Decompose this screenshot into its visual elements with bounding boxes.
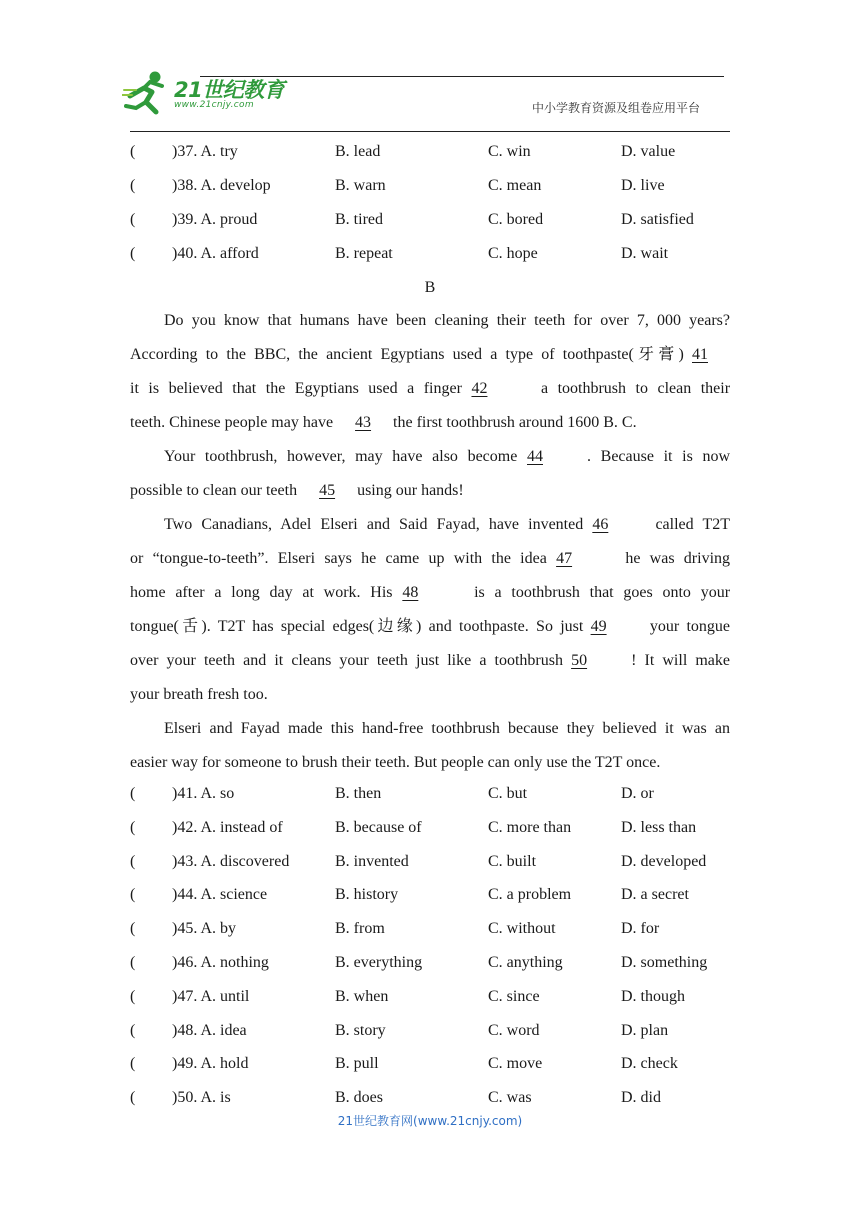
option-d[interactable]: D. less than	[621, 819, 697, 836]
header-rule-bottom	[130, 131, 730, 132]
option-b[interactable]: B. story	[335, 1022, 386, 1039]
question-number: 40	[177, 245, 194, 262]
passage-line	[130, 581, 730, 605]
passage-line: easier way for someone to brush their teeth. But people can only use the T2T once.	[130, 754, 661, 771]
option-a[interactable]: )39. A. proud	[172, 211, 258, 228]
option-a[interactable]: )45. A. by	[172, 920, 237, 937]
answer-bracket-open[interactable]: (	[130, 1055, 136, 1072]
passage-line	[130, 445, 730, 469]
option-a[interactable]: )37. A. try	[172, 143, 238, 160]
blank-47[interactable]: 47	[556, 550, 573, 567]
passage-line	[130, 411, 730, 435]
option-a[interactable]: )49. A. hold	[172, 1055, 249, 1072]
option-a-text: A. nothing	[200, 954, 269, 971]
option-b[interactable]: B. tired	[335, 211, 383, 228]
question-row	[130, 985, 730, 1009]
option-b[interactable]: B. when	[335, 988, 389, 1005]
passage-text: your tongue	[649, 618, 730, 635]
option-a-text: A. afford	[200, 245, 259, 262]
question-number: 47	[177, 988, 194, 1005]
blank-42[interactable]: 42	[471, 380, 488, 397]
option-d[interactable]: D. though	[621, 988, 685, 1005]
option-c[interactable]: C. word	[488, 1022, 540, 1039]
passage-line	[130, 343, 730, 367]
option-a-text: A. discovered	[200, 853, 290, 870]
answer-bracket-open[interactable]: (	[130, 954, 136, 971]
option-a-text: A. instead of	[200, 819, 283, 836]
option-d[interactable]: D. something	[621, 954, 708, 971]
option-b[interactable]: B. does	[335, 1089, 383, 1106]
blank-41[interactable]: 41	[692, 346, 708, 363]
option-b[interactable]: B. warn	[335, 177, 386, 194]
question-number: 46	[177, 954, 194, 971]
option-d[interactable]: D. wait	[621, 245, 669, 262]
passage-text: tongue(舌). T2T has special edges(边缘) and toothpaste. So just	[130, 618, 584, 635]
option-b[interactable]: B. pull	[335, 1055, 379, 1072]
passage-line	[130, 547, 730, 571]
question-row	[130, 242, 730, 266]
option-d[interactable]: D. plan	[621, 1022, 669, 1039]
question-row	[130, 174, 730, 198]
question-row	[130, 883, 730, 907]
passage-text: using our hands!	[357, 482, 464, 499]
question-row	[130, 850, 730, 874]
page-footer: 21世纪教育网(www.21cnjy.com)	[337, 1114, 523, 1128]
passage-text: or “tongue-to-teeth”. Elseri says he came up with the idea	[130, 550, 547, 567]
blank-44[interactable]: 44	[527, 448, 543, 465]
passage-line	[130, 649, 730, 673]
answer-bracket-open[interactable]: (	[130, 177, 136, 194]
question-number: 42	[177, 819, 194, 836]
answer-bracket-open[interactable]: (	[130, 1022, 136, 1039]
passage-text: Two Canadians, Adel Elseri and Said Fayad, have invented	[164, 516, 584, 533]
option-c[interactable]: C. more than	[488, 819, 572, 836]
passage-text: it is believed that the Egyptians used a finger	[130, 380, 462, 397]
option-c[interactable]: C. bored	[488, 211, 544, 228]
option-a-text: A. is	[200, 1089, 231, 1106]
option-a[interactable]: )47. A. until	[172, 988, 250, 1005]
question-number: 50	[177, 1089, 194, 1106]
option-b[interactable]: B. history	[335, 886, 399, 903]
section-heading: B	[424, 279, 436, 296]
passage-text: teeth. Chinese people may have	[130, 414, 334, 431]
option-d[interactable]: D. did	[621, 1089, 661, 1106]
blank-48[interactable]: 48	[402, 584, 419, 601]
option-a[interactable]: )40. A. afford	[172, 245, 259, 262]
passage-text: the first toothbrush around 1600 B. C.	[393, 414, 637, 431]
option-b[interactable]: B. invented	[335, 853, 409, 870]
question-row	[130, 1052, 730, 1076]
option-c[interactable]: C. without	[488, 920, 556, 937]
option-c[interactable]: C. win	[488, 143, 531, 160]
question-row	[130, 917, 730, 941]
option-d[interactable]: D. satisfied	[621, 211, 694, 228]
question-row	[130, 140, 730, 164]
option-c[interactable]: C. since	[488, 988, 540, 1005]
blank-46[interactable]: 46	[592, 516, 609, 533]
logo-url: www.21cnjy.com	[174, 100, 254, 110]
passage-text: over your teeth and it cleans your teeth just like a toothbrush	[130, 652, 563, 669]
option-a-text: A. develop	[200, 177, 271, 194]
header-rule-top	[200, 76, 724, 77]
option-a[interactable]: )38. A. develop	[172, 177, 271, 194]
question-number: 39	[177, 211, 194, 228]
option-d[interactable]: D. live	[621, 177, 665, 194]
passage-line	[130, 513, 730, 537]
passage-text: is a toothbrush that goes onto your	[474, 584, 731, 601]
option-b[interactable]: B. everything	[335, 954, 423, 971]
option-a[interactable]: )44. A. science	[172, 886, 268, 903]
logo-text: 21世纪教育	[174, 78, 285, 102]
option-c[interactable]: C. a problem	[488, 886, 572, 903]
question-row	[130, 1086, 730, 1110]
question-number: 41	[177, 785, 194, 802]
option-a-text: A. hold	[200, 1055, 249, 1072]
option-d[interactable]: D. for	[621, 920, 660, 937]
passage-text: a toothbrush to clean their	[540, 380, 731, 397]
question-number: 37	[177, 143, 194, 160]
option-c[interactable]: C. mean	[488, 177, 542, 194]
option-d[interactable]: D. a secret	[621, 886, 689, 903]
option-b[interactable]: B. from	[335, 920, 385, 937]
blank-45[interactable]: 45	[319, 482, 336, 499]
option-c[interactable]: C. move	[488, 1055, 543, 1072]
passage-text: According to the BBC, the ancient Egyptians used a type of toothpaste(牙膏)	[130, 346, 684, 363]
question-row	[130, 1019, 730, 1043]
option-a[interactable]: )43. A. discovered	[172, 853, 290, 870]
option-a-text: A. so	[200, 785, 235, 802]
passage-text: called T2T	[655, 516, 730, 533]
answer-bracket-open[interactable]: (	[130, 245, 136, 262]
passage-line: Do you know that humans have been cleaning their teeth for over 7, 000 years?	[164, 312, 730, 329]
question-number: 48	[177, 1022, 194, 1039]
option-a[interactable]: )48. A. idea	[172, 1022, 247, 1039]
option-d[interactable]: D. check	[621, 1055, 678, 1072]
passage-text: Your toothbrush, however, may have also become	[164, 448, 518, 465]
passage-text: he was driving	[625, 550, 731, 567]
option-b[interactable]: B. because of	[335, 819, 422, 836]
option-a-text: A. until	[200, 988, 250, 1005]
option-c[interactable]: C. anything	[488, 954, 563, 971]
question-number: 49	[177, 1055, 194, 1072]
option-d[interactable]: D. developed	[621, 853, 707, 870]
blank-43[interactable]: 43	[355, 414, 372, 431]
page-header	[0, 0, 860, 140]
option-a-text: A. try	[200, 143, 238, 160]
option-a-text: A. proud	[200, 211, 258, 228]
answer-bracket-open[interactable]: (	[130, 886, 136, 903]
answer-bracket-open[interactable]: (	[130, 143, 136, 160]
option-c[interactable]: C. built	[488, 853, 537, 870]
passage-text: home after a long day at work. His	[130, 584, 393, 601]
option-d[interactable]: D. or	[621, 785, 654, 802]
option-b[interactable]: B. then	[335, 785, 382, 802]
option-b[interactable]: B. repeat	[335, 245, 393, 262]
option-c[interactable]: C. hope	[488, 245, 538, 262]
question-row	[130, 782, 730, 806]
option-a-text: A. idea	[200, 1022, 247, 1039]
passage-line: Elseri and Fayad made this hand-free toothbrush because they believed it was an	[164, 720, 730, 737]
answer-bracket-open[interactable]: (	[130, 1089, 136, 1106]
option-a[interactable]: )41. A. so	[172, 785, 235, 802]
answer-bracket-open[interactable]: (	[130, 819, 136, 836]
passage-text: possible to clean our teeth	[130, 482, 298, 499]
option-a-text: A. by	[200, 920, 237, 937]
option-a[interactable]: )42. A. instead of	[172, 819, 283, 836]
option-c[interactable]: C. was	[488, 1089, 532, 1106]
option-a-text: A. science	[200, 886, 268, 903]
option-c[interactable]: C. but	[488, 785, 528, 802]
site-tagline: 中小学教育资源及组卷应用平台	[532, 101, 701, 115]
option-a[interactable]: )50. A. is	[172, 1089, 231, 1106]
question-number: 43	[177, 853, 194, 870]
passage-line	[130, 479, 730, 503]
question-number: 45	[177, 920, 194, 937]
answer-bracket-open[interactable]: (	[130, 988, 136, 1005]
blank-49[interactable]: 49	[590, 618, 607, 635]
question-number: 38	[177, 177, 194, 194]
answer-bracket-open[interactable]: (	[130, 853, 136, 870]
option-d[interactable]: D. value	[621, 143, 676, 160]
answer-bracket-open[interactable]: (	[130, 785, 136, 802]
question-number: 44	[177, 886, 194, 903]
passage-text: . Because it is now	[587, 448, 731, 465]
answer-bracket-open[interactable]: (	[130, 211, 136, 228]
passage-text: ! It will make	[631, 652, 731, 669]
question-row	[130, 951, 730, 975]
runner-icon	[122, 68, 172, 116]
question-row	[130, 208, 730, 232]
passage-line: your breath fresh too.	[130, 686, 268, 703]
option-a[interactable]: )46. A. nothing	[172, 954, 269, 971]
question-row	[130, 816, 730, 840]
option-b[interactable]: B. lead	[335, 143, 381, 160]
blank-50[interactable]: 50	[571, 652, 588, 669]
passage-line	[130, 377, 730, 401]
passage-line	[130, 615, 730, 639]
answer-bracket-open[interactable]: (	[130, 920, 136, 937]
